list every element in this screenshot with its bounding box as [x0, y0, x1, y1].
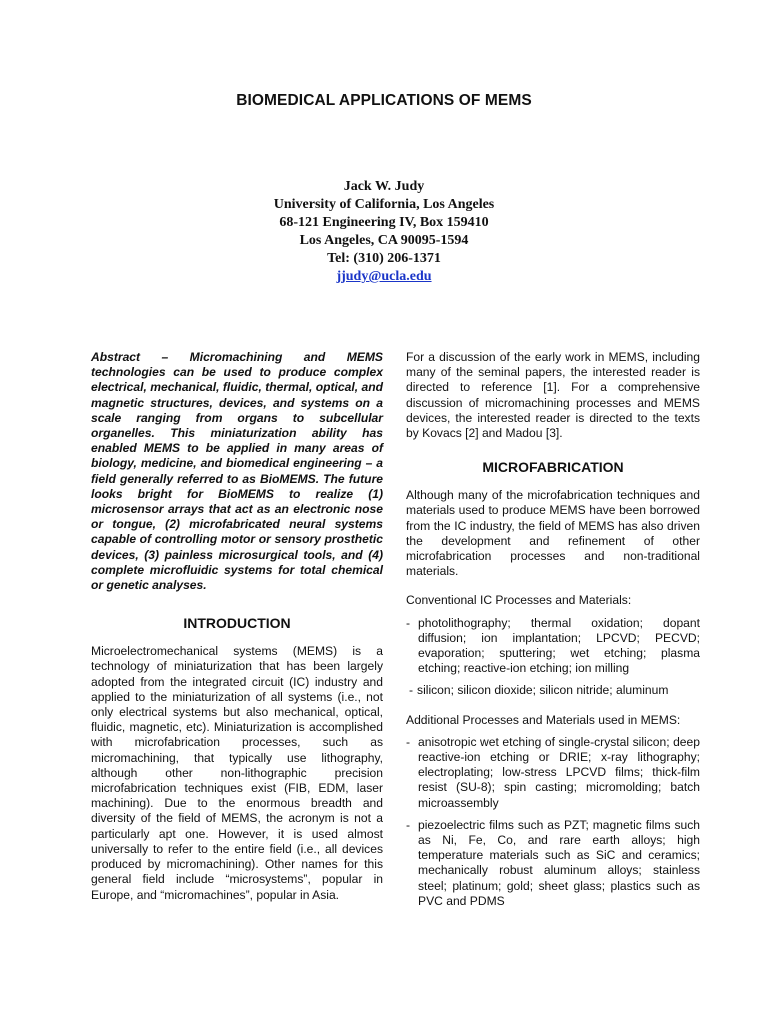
bullet-dash: - [409, 683, 414, 698]
right-column [406, 350, 700, 909]
microfabrication-paragraph: Although many of the microfabrication techniques and materials used to produce MEMS have been borrowed from the IC industry, the field of MEMS has also driven the development and refinement of other microfabrication processes and non-traditional materials. [406, 488, 700, 579]
list-item [406, 683, 700, 698]
bullet-dash: - [406, 615, 411, 630]
conventional-processes-list [406, 616, 700, 699]
additional-processes-heading: Additional Processes and Materials used in MEMS: [406, 712, 681, 727]
introduction-paragraph: Microelectromechanical systems (MEMS) is a technology of miniaturization that has been largely adopted from the integrated circuit (IC) industry and applied to the miniaturization of all systems (i.e., not only electrical systems but also mechanical, optical, fluidic, magnetic, etc). Miniaturization is accomplished with microfabrication processes, such as micromachining, that typically use lithography, although other non-lithographic precision microfabrication techniques exist (FIB, EDM, laser machining). Due to the enormous breadth and diversity of the field of MEMS, the acronym is not a particularly apt one. However, it is used almost universally to refer to the entire field (i.e., all devices produced by micromachining). Other names for this general field include “microsystems”, popular in Europe, and “micromachines”, popular in Asia. [91, 644, 383, 902]
author-affiliation: University of California, Los Angeles [273, 197, 495, 212]
author-block [0, 178, 768, 286]
list-item-text: photolithography; thermal oxidation; dopant diffusion; ion implantation; LPCVD; PECVD; evaporation; sputtering; wet etching; plasma etching; reactive-ion etching; ion milling [418, 615, 700, 676]
microfabrication-heading: MICROFABRICATION [482, 459, 624, 476]
author-name: Jack W. Judy [343, 179, 425, 194]
list-item [406, 818, 700, 909]
early-work-paragraph: For a discussion of the early work in MEMS, including many of the seminal papers, the interested reader is directed to reference [1]. For a comprehensive discussion of micromachining processes and MEMS devices, the interested reader is directed to the texts by Kovacs [2] and Madou [3]. [406, 350, 700, 441]
list-item-text: silicon; silicon dioxide; silicon nitride; aluminum [417, 683, 669, 698]
paper-title: BIOMEDICAL APPLICATIONS OF MEMS [236, 92, 532, 109]
left-column [91, 350, 383, 903]
list-item-text: anisotropic wet etching of single-crystal silicon; deep reactive-ion etching or DRIE; x-ray lithography; electroplating; low-stress LPCVD films; thick-film resist (SU-8); spin casting; micromolding; batch microassembly [418, 734, 700, 810]
conventional-processes-heading: Conventional IC Processes and Materials: [406, 593, 632, 608]
author-address-line-2: Los Angeles, CA 90095-1594 [299, 233, 469, 248]
abstract-paragraph: Abstract – Micromachining and MEMS technologies can be used to produce complex electrical, mechanical, fluidic, thermal, optical, and magnetic structures, devices, and systems on a scale ranging from organs to subcellular organelles. This miniaturization ability has enabled MEMS to be applied in many areas of biology, medicine, and biomedical engineering – a field generally referred to as BioMEMS. The future looks bright for BioMEMS to realize (1) microsensor arrays that act as an electronic nose or tongue, (2) microfabricated neural systems capable of controlling motor or sensory prosthetic devices, (3) painless microsurgical tools, and (4) complete microfluidic systems for total chemical or genetic analyses. [91, 350, 383, 593]
list-item [406, 735, 700, 811]
additional-processes-list [406, 735, 700, 909]
author-email-link[interactable]: jjudy@ucla.edu [336, 269, 432, 284]
introduction-heading: INTRODUCTION [183, 615, 291, 632]
list-item-text: piezoelectric films such as PZT; magnetic films such as Ni, Fe, Co, and rare earth alloys; high temperature materials such as SiC and ceramics; mechanically robust aluminum alloys; stainless steel; platinum; gold; sheet glass; plastics such as PVC and PDMS [418, 817, 700, 908]
bullet-dash: - [406, 817, 411, 832]
author-telephone: Tel: (310) 206-1371 [327, 251, 441, 266]
list-item [406, 616, 700, 677]
bullet-dash: - [406, 734, 411, 749]
author-address-line-1: 68-121 Engineering IV, Box 159410 [279, 215, 489, 230]
